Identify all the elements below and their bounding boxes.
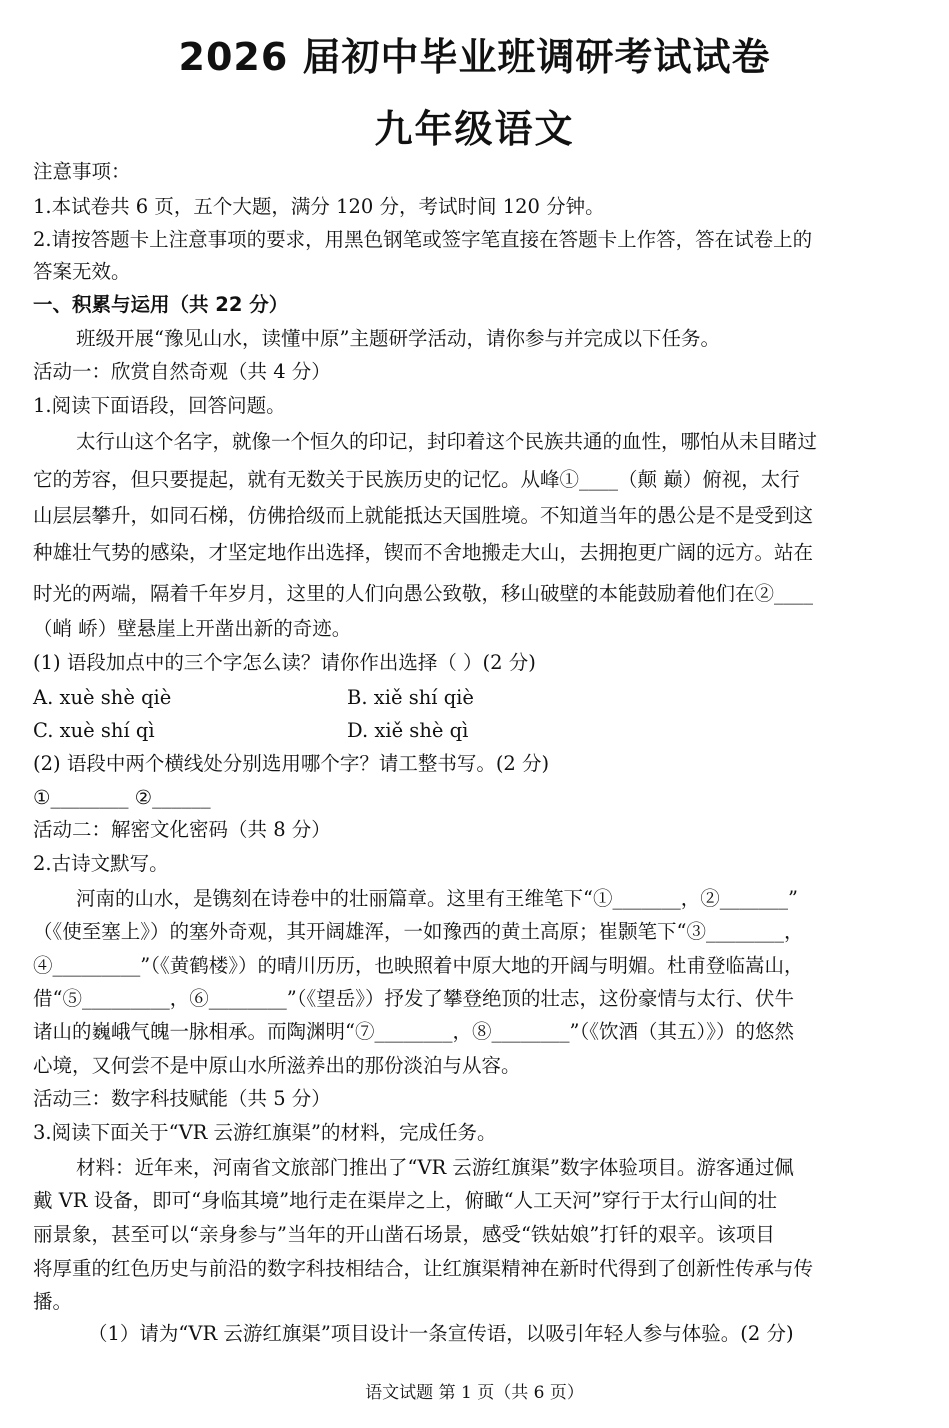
material-line: 播。 — [33, 1290, 73, 1313]
notes-heading: 注意事项： — [33, 160, 131, 183]
option-d: D. xiě shè qì — [347, 719, 469, 742]
notes-item-2: 2.请按答题卡上注意事项的要求，用黑色钢笔或签字笔直接在答题卡上作答，答在试卷上的 — [33, 228, 813, 251]
passage-line: （峭 峤）壁悬崖上开凿出新的奇迹。 — [33, 617, 352, 640]
question-3: 3.阅读下面关于“VR 云游红旗渠”的材料，完成任务。 — [33, 1121, 497, 1144]
section-1-intro: 班级开展“豫见山水，读懂中原”主题研学活动，请你参与并完成以下任务。 — [76, 327, 720, 350]
material-line: 材料：近年来，河南省文旅部门推出了“VR 云游红旗渠”数字体验项目。游客通过佩 — [76, 1156, 794, 1179]
poem-passage-line: 借“⑤_________，⑥________”（《望岳》）抒发了攀登绝顶的壮志，这份豪情与太行、伏牛 — [33, 987, 794, 1010]
passage-line: 时光的两端，隔着千年岁月，这里的人们向愚公致敬，移山破壁的本能鼓励着他们在②____ — [33, 582, 814, 605]
notes-item-2-cont: 答案无效。 — [33, 260, 131, 283]
material-line: 丽景象，甚至可以“亲身参与”当年的开山凿石场景，感受“铁姑娘”打钎的艰辛。该项目 — [33, 1223, 775, 1246]
activity-3-heading: 活动三：数字科技赋能（共 5 分） — [33, 1087, 331, 1110]
notes-item-1: 1.本试卷共 6 页，五个大题，满分 120 分，考试时间 120 分钟。 — [33, 195, 605, 218]
material-line: 戴 VR 设备，即可“身临其境”地行走在渠岸之上，俯瞰“人工天河”穿行于太行山间的壮 — [33, 1189, 778, 1212]
passage-line: 它的芳容，但只要提起，就有无数关于民族历史的记忆。从峰①____（颠 巅）俯视，太行 — [33, 468, 800, 491]
passage-line: 山层层攀升，如同石梯，仿佛拾级而上就能抵达天国胜境。不知道当年的愚公是不是受到这 — [33, 504, 814, 527]
option-c: C. xuè shí qì — [33, 719, 155, 742]
poem-passage-line: 诸山的巍峨气魄一脉相承。而陶渊明“⑦________，⑧________”（《饮酒（其五）》）的悠然 — [33, 1020, 794, 1043]
poem-passage-line: 河南的山水，是镌刻在诗卷中的壮丽篇章。这里有王维笔下“①_______，②_______” — [76, 887, 798, 910]
activity-2-heading: 活动二：解密文化密码（共 8 分） — [33, 818, 331, 841]
question-2: 2.古诗文默写。 — [33, 852, 169, 875]
poem-passage-line: 心境，又何尝不是中原山水所滋养出的那份淡泊与从容。 — [33, 1054, 521, 1077]
material-line: 将厚重的红色历史与前沿的数字科技相结合，让红旗渠精神在新时代得到了创新性传承与传 — [33, 1257, 814, 1280]
passage-line: 种雄壮气势的感染，才坚定地作出选择，锲而不舍地搬走大山，去拥抱更广阔的远方。站在 — [33, 541, 814, 564]
exam-title: 2026 届初中毕业班调研考试试卷 — [178, 35, 771, 79]
poem-passage-line: ④_________”（《黄鹤楼》）的晴川历历，也映照着中原大地的开阔与明媚。杜甫登临嵩山， — [33, 954, 804, 977]
question-1: 1.阅读下面语段，回答问题。 — [33, 394, 286, 417]
passage-line: 太行山这个名字，就像一个恒久的印记，封印着这个民族共通的血性，哪怕从未目睹过 — [76, 430, 818, 453]
sub-question-3-1: （1）请为“VR 云游红旗渠”项目设计一条宣传语，以吸引年轻人参与体验。(2 分) — [88, 1322, 794, 1345]
section-1-heading: 一、积累与运用（共 22 分） — [33, 293, 289, 316]
option-a: A. xuè shè qiè — [33, 686, 172, 709]
answer-blanks: ①________ ②______ — [33, 786, 211, 809]
page-footer: 语文试题 第 1 页（共 6 页） — [365, 1383, 584, 1403]
option-b: B. xiě shí qiè — [347, 686, 474, 709]
sub-question-1-2: (2) 语段中两个横线处分别选用哪个字？请工整书写。(2 分) — [33, 752, 550, 775]
sub-question-1-1: (1) 语段加点中的三个字怎么读？请你作出选择（ ）(2 分) — [33, 651, 536, 674]
activity-1-heading: 活动一：欣赏自然奇观（共 4 分） — [33, 360, 331, 383]
poem-passage-line: （《使至塞上》）的塞外奇观，其开阔雄浑，一如豫西的黄土高原；崔颢笔下“③________， — [33, 920, 804, 943]
exam-subtitle: 九年级语文 — [374, 107, 575, 151]
